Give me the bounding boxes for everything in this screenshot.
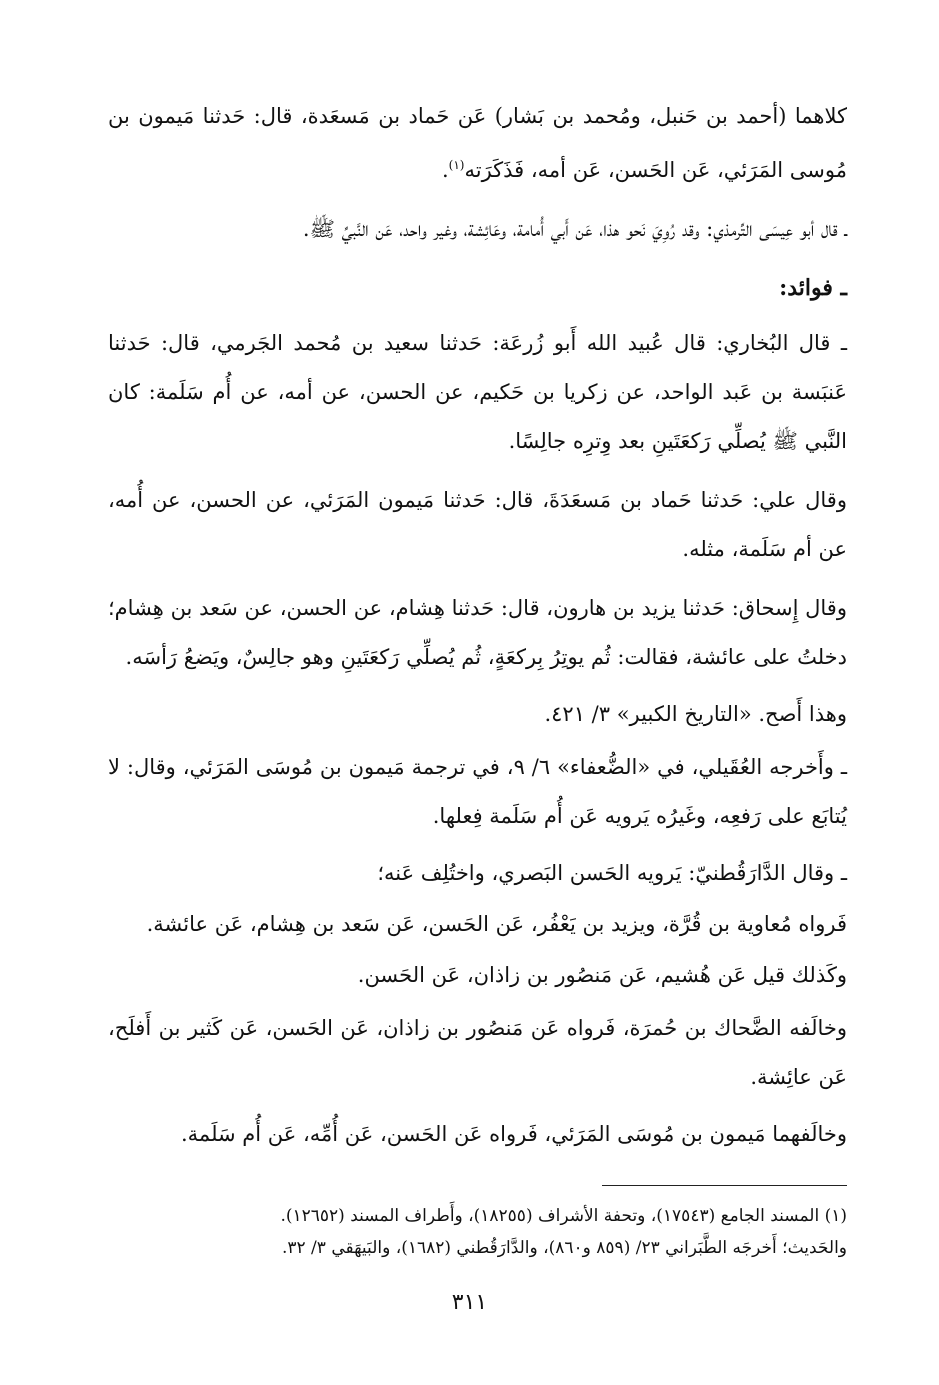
paragraph-riwaya-2: وكَذلك قيل عَن هُشيم، عَن مَنصُور بن زاذان، عَن الحَسن. — [357, 963, 847, 987]
paragraph-isnad: كلاهما (أحمد بن حَنبل، ومُحمد بن بَشار) عَن حَماد بن مَسعَدة، قال: حَدثنا مَيمون بن مُوسى المَرَئي، عَن الحَسن، عَن أمه، فَذَكَرَته$^{(١)}$. — [108, 104, 847, 182]
footnote-1: (١) المسند الجامع (١٧٥٤٣)، وتحفة الأشراف (١٨٢٥٥)، وأَطراف المسند (١٢٦٥٢). — [280, 1206, 847, 1226]
section-heading-fawaid: ـ فوائد: — [779, 275, 847, 301]
paragraph-bukhari: ـ قال البُخاري: قال عُبيد الله أَبو زُرعَة: حَدثنا سعيد بن مُحمد الجَرمي، قال: حَدثنا عَنبَسة بن عَبد الواحد، عن زكريا بن حَكيم، عن الحسن، عن أمه، عن أُم سَلَمة: كان النَّبي ﷺ يُصلِّي رَكعَتَينِ بعد وِترِه جالِسًا. — [108, 331, 847, 453]
paragraph-tirmidhi: ـ قال أبو عِيسَى التِّرمذي: وقد رُوِيَ نَحو هذا، عَن أَبي أُمامة، وعَائِشة، وغير واحد، عَن النَّبيِّ ﷺ. — [302, 217, 847, 241]
paragraph-daraqutni: ـ وقال الدَّارَقُطنيّ: يَرويه الحَسن البَصري، واختُلِف عَنه؛ — [377, 861, 847, 885]
footnote-ref: (١) — [448, 158, 465, 172]
paragraph-ishaq: وقال إِسحاق: حَدثنا يزيد بن هارون، قال: حَدثنا هِشام، عن الحسن، عن سَعد بن هِشام؛ دخلتُ على عائشة، فقالت: ثُم يوتِرُ بِركعَةٍ، ثُم يُصلِّي رَكعَتَينِ وهو جالِسٌ، ويَضعُ رَأسَه. — [108, 596, 847, 669]
paragraph-ali: وقال علي: حَدثنا حَماد بن مَسعَدَةَ، قال: حَدثنا مَيمون المَرَئي، عن الحسن، عن أُمه، عن أم سَلَمة، مثله. — [108, 488, 847, 561]
footnotes — [108, 1200, 847, 1264]
paragraph-asahh: وهذا أَصح. «التاريخ الكبير» ٣/ ٤٢١. — [544, 702, 847, 726]
page-number: ٣١١ — [451, 1290, 488, 1315]
paragraph-riwaya-1: فَرواه مُعاوية بن قُرَّة، ويزيد بن يَعْفُر، عَن الحَسن، عَن سَعد بن هِشام، عَن عائشة. — [146, 912, 847, 936]
paragraph-riwaya-3: وخالَفه الضَّحاك بن حُمرَة، فَرواه عَن مَنصُور بن زاذان، عَن الحَسن، عَن كَثير بن أَفلَح، عَن عائِشة. — [108, 1016, 847, 1089]
paragraph-riwaya-4: وخالَفهما مَيمون بن مُوسَى المَرَئي، فَرواه عَن الحَسن، عَن أُمِّه، عَن أُم سَلَمة. — [181, 1122, 847, 1146]
footnote-divider — [602, 1185, 847, 1186]
footnote-2: والحَديث؛ أَخرجَه الطَّبَراني ٢٣/ (٨٥٩ و٨٦٠)، والدَّارَقُطني (١٦٨٢)، والبَيهَقي ٣/ ٣٢. — [281, 1238, 847, 1258]
paragraph-uqaili: ـ وأَخرجه العُقَيلي، في «الضُّعفاء» ٦/ ٩، في ترجمة مَيمون بن مُوسَى المَرَئي، وقال: لا يُتابَع على رَفعِه، وغَيرُه يَرويه عَن أُم سَلَمة فِعلها. — [108, 755, 847, 828]
paragraph-text: كلاهما (أحمد بن حَنبل، ومُحمد بن بَشار) عَن حَماد بن مَسعَدة، قال: حَدثنا مَيمون بن مُوسى المَرَئي، عَن الحَسن، عَن أمه، فَذَكَرَته — [108, 104, 847, 182]
